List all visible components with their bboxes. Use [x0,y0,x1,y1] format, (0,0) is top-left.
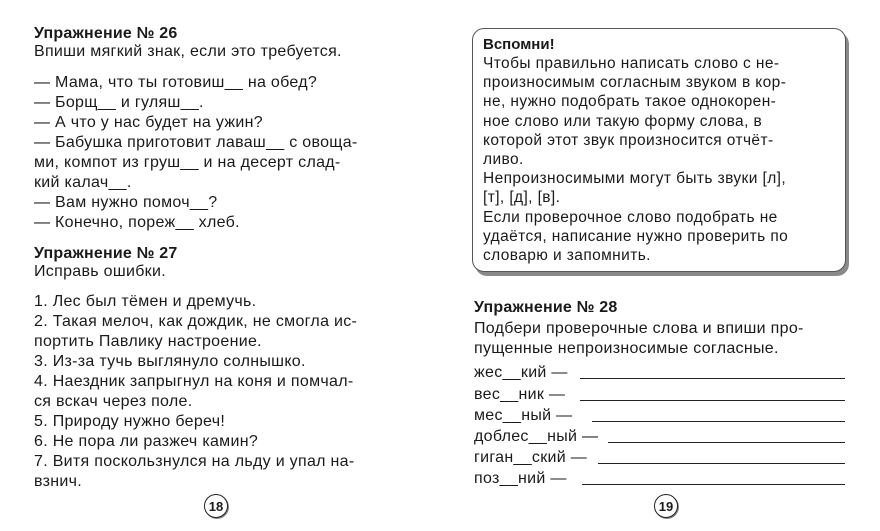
word-prompt: вес__ник — [474,386,566,403]
text-line: Если проверочное слово подобрать не [483,208,778,226]
page-number-right: 19 [654,494,678,518]
text-line: — Борщ__ и гуляш__. [34,94,204,111]
text-line: не, нужно подобрать такое однокорен- [483,93,777,111]
text-line: 6. Не пора ли разжеч камин? [34,433,259,450]
text-line: 3. Из-за тучь выглянуло солнышко. [34,353,306,370]
answer-line[interactable] [598,463,845,464]
text-line: Непроизносимыми могут быть звуки [л], [483,170,787,188]
word-prompt: жес__кий — [474,364,568,381]
text-line: 1. Лес был тёмен и дремучь. [34,293,257,310]
remember-text [483,54,788,265]
answer-row [474,386,565,404]
text-line: портить Павлику настроение. [34,333,262,350]
text-line: — Мама, что ты готовиш__ на обед? [34,74,318,91]
text-line: кий калач__. [34,174,132,191]
text-line: ливо. [483,151,524,169]
exercise-28-instruction [474,319,804,359]
text-line: — Конечно, пореж__ хлеб. [34,214,240,231]
text-line: — Бабушка приготовит лаваш__ с овоща- [34,134,358,151]
text-line: пущенные непроизносимые согласные. [474,340,779,357]
text-line: ми, компот из груш__ и на десерт слад- [34,154,341,171]
exercise-26-instruction: Впиши мягкий знак, если это требуется. [34,43,342,60]
word-prompt: мес__ный — [474,407,573,424]
answer-row [474,428,598,446]
answer-row [474,449,587,467]
remember-title: Вспомни! [483,36,555,53]
exercise-27-text [34,292,357,492]
exercise-26-text [34,73,358,233]
answer-row [474,407,572,425]
exercise-27-instruction: Исправь ошибки. [34,263,166,280]
exercise-27-title: Упражнение № 27 [34,245,178,262]
word-prompt: гиган__ский — [474,449,588,466]
text-line: [т], [д], [в]. [483,189,561,207]
answer-line[interactable] [580,378,845,379]
text-line: словарю и запомнить. [483,247,651,265]
text-line: 4. Наездник запрыгнул на коня и помчал- [34,373,354,390]
text-line: 5. Природу нужно береч! [34,413,226,430]
answer-row [474,364,568,382]
text-line: ное слово или такую форму слова, в [483,112,763,130]
text-line: — А что у нас будет на ужин? [34,114,263,131]
text-line: ся вскач через поле. [34,393,193,410]
exercise-28-title: Упражнение № 28 [474,299,618,316]
answer-line[interactable] [592,421,845,422]
text-line: взнич. [34,473,83,490]
text-line: которой этот звук произносится отчёт- [483,131,774,149]
page-number-left: 18 [204,494,228,518]
word-prompt: поз__ний — [474,470,567,487]
text-line: — Вам нужно помоч__? [34,194,218,211]
answer-line[interactable] [582,484,845,485]
answer-line[interactable] [608,442,845,443]
answer-line[interactable] [580,400,845,401]
text-line: Подбери проверочные слова и впиши про- [474,320,804,337]
text-line: Чтобы правильно написать слово с не- [483,55,780,72]
text-line: произносимым согласным звуком в кор- [483,74,787,92]
exercise-26-title: Упражнение № 26 [34,25,178,42]
text-line: 7. Витя поскользнулся на льду и упал на- [34,453,355,470]
answer-row [474,470,567,488]
text-line: удаётся, написание нужно проверить по [483,227,789,245]
text-line: 2. Такая мелоч, как дождик, не смогла ис- [34,313,358,330]
word-prompt: доблес__ный — [474,428,599,445]
